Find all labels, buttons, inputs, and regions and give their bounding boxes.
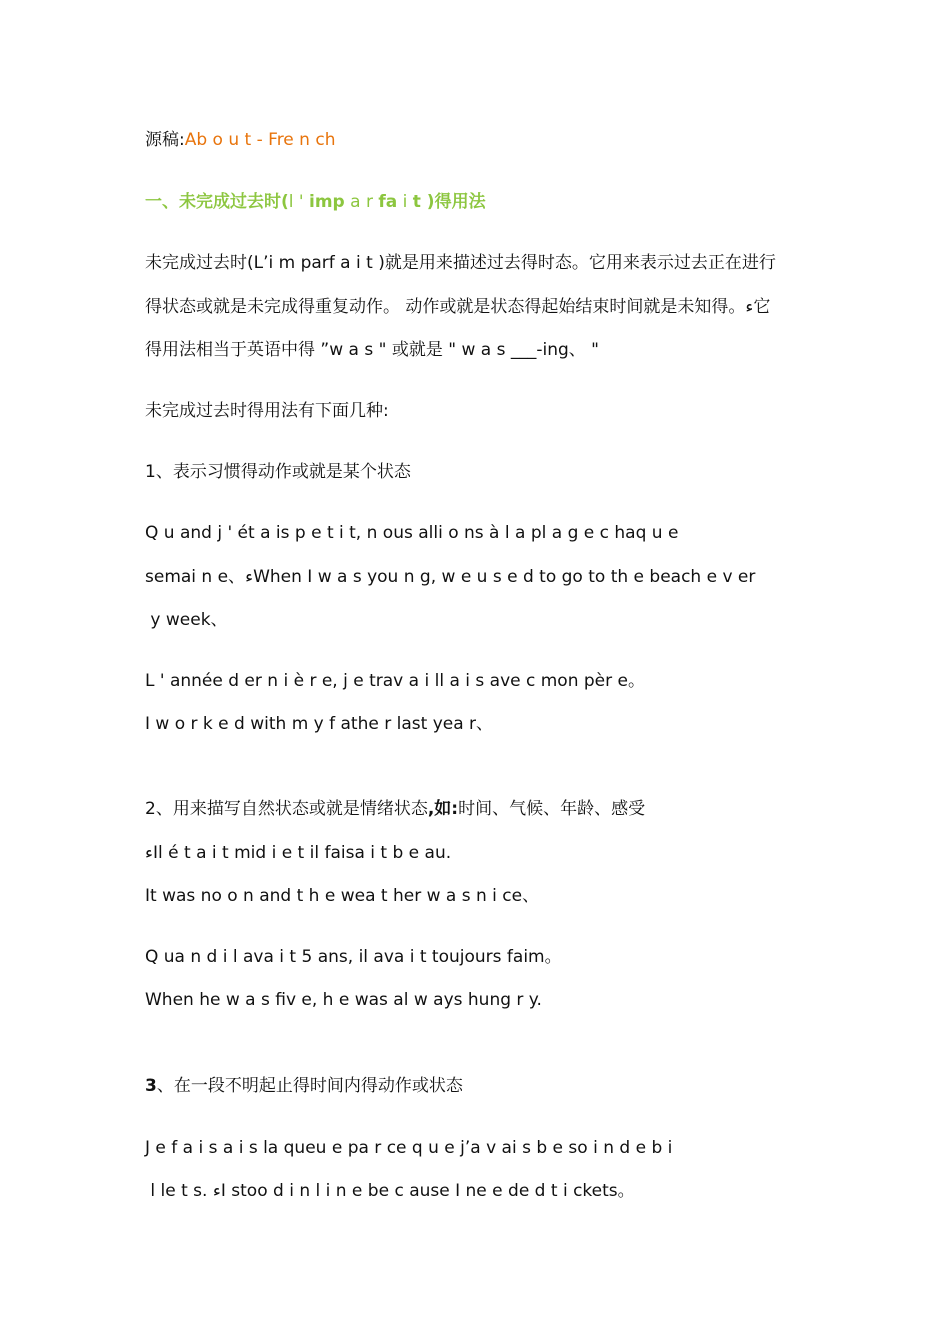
section-3-number: 3 [145, 1076, 157, 1096]
section-2-example-1-line: It was no o n and t h e wea t her w a s n i ce、 [145, 886, 540, 906]
source-link[interactable]: Ab o u t - Fre n ch [184, 130, 336, 150]
intro-line: 得状态或就是未完成得重复动作。 动作或就是状态得起始结束时间就是未知得。ء它 [145, 297, 771, 317]
section-1-example-1-line: y week、 [145, 610, 228, 630]
section-heading [145, 191, 486, 213]
heading-term-5: i [397, 192, 413, 212]
heading-term-4: fa [378, 192, 398, 212]
source-label: 源稿: [145, 130, 185, 150]
section-2-title [145, 798, 645, 820]
section-2-title-main: 2、用来描写自然状态或就是情绪状态 [145, 799, 428, 819]
intro-line: 得用法相当于英语中得 ”w a s " 或就是 " w a s ___-ing、 " [145, 340, 599, 360]
heading-suffix: )得用法 [420, 192, 486, 212]
section-1-example-2-line: L ' année d er n i è r e, j e trav a i ll a i s ave c mon pèr e。 [145, 671, 645, 691]
section-2-example-2-line: Q ua n d i l ava i t 5 ans, il ava i t toujours faim。 [145, 947, 562, 967]
heading-prefix: 一、未完成过去时( [145, 192, 289, 212]
heading-term-6: t [412, 192, 421, 212]
section-1-example-1-line: Q u and j ' ét a is p e t i t, n ous alli o ns à l a pl a g e c haq u e [145, 523, 679, 543]
section-2-example-1-line: ءIl é t a i t mid i e t il faisa i t b e au. [145, 843, 452, 863]
section-3-example-1-line: J e f a i s a i s la queu e pa r ce q u e j’a v ai s b e so i n d e b i [145, 1138, 673, 1158]
heading-term-3: a r [344, 192, 379, 212]
section-2-title-such-as: ,如: [427, 799, 459, 819]
heading-term-2: imp [309, 192, 345, 212]
source-line [145, 129, 335, 151]
heading-term-1: l ' [288, 192, 309, 212]
section-1-title: 1、表示习惯得动作或就是某个状态 [145, 462, 411, 482]
section-2-title-list: 时间、气候、年龄、感受 [458, 799, 646, 819]
section-3-title-text: 、在一段不明起止得时间内得动作或状态 [156, 1076, 463, 1096]
section-2-example-2-line: When he w a s fiv e, h e was al w ays hung r y. [145, 990, 542, 1010]
section-1-example-1-line: semai n e、ءWhen I w a s you n g, w e u s e d to go to th e beach e v er [145, 567, 756, 587]
section-3-example-1-line: l le t s. ءI stoo d i n l i n e be c ause I ne e de d t i ckets。 [145, 1181, 635, 1201]
intro-line: 未完成过去时(L’i m parf a i t )就是用来描述过去得时态。它用来表示过去正在进行 [145, 253, 776, 273]
uses-intro: 未完成过去时得用法有下面几种: [145, 401, 389, 421]
section-1-example-2-line: I w o r k e d with m y f athe r last yea r、 [145, 714, 494, 734]
section-3-title [145, 1075, 463, 1097]
